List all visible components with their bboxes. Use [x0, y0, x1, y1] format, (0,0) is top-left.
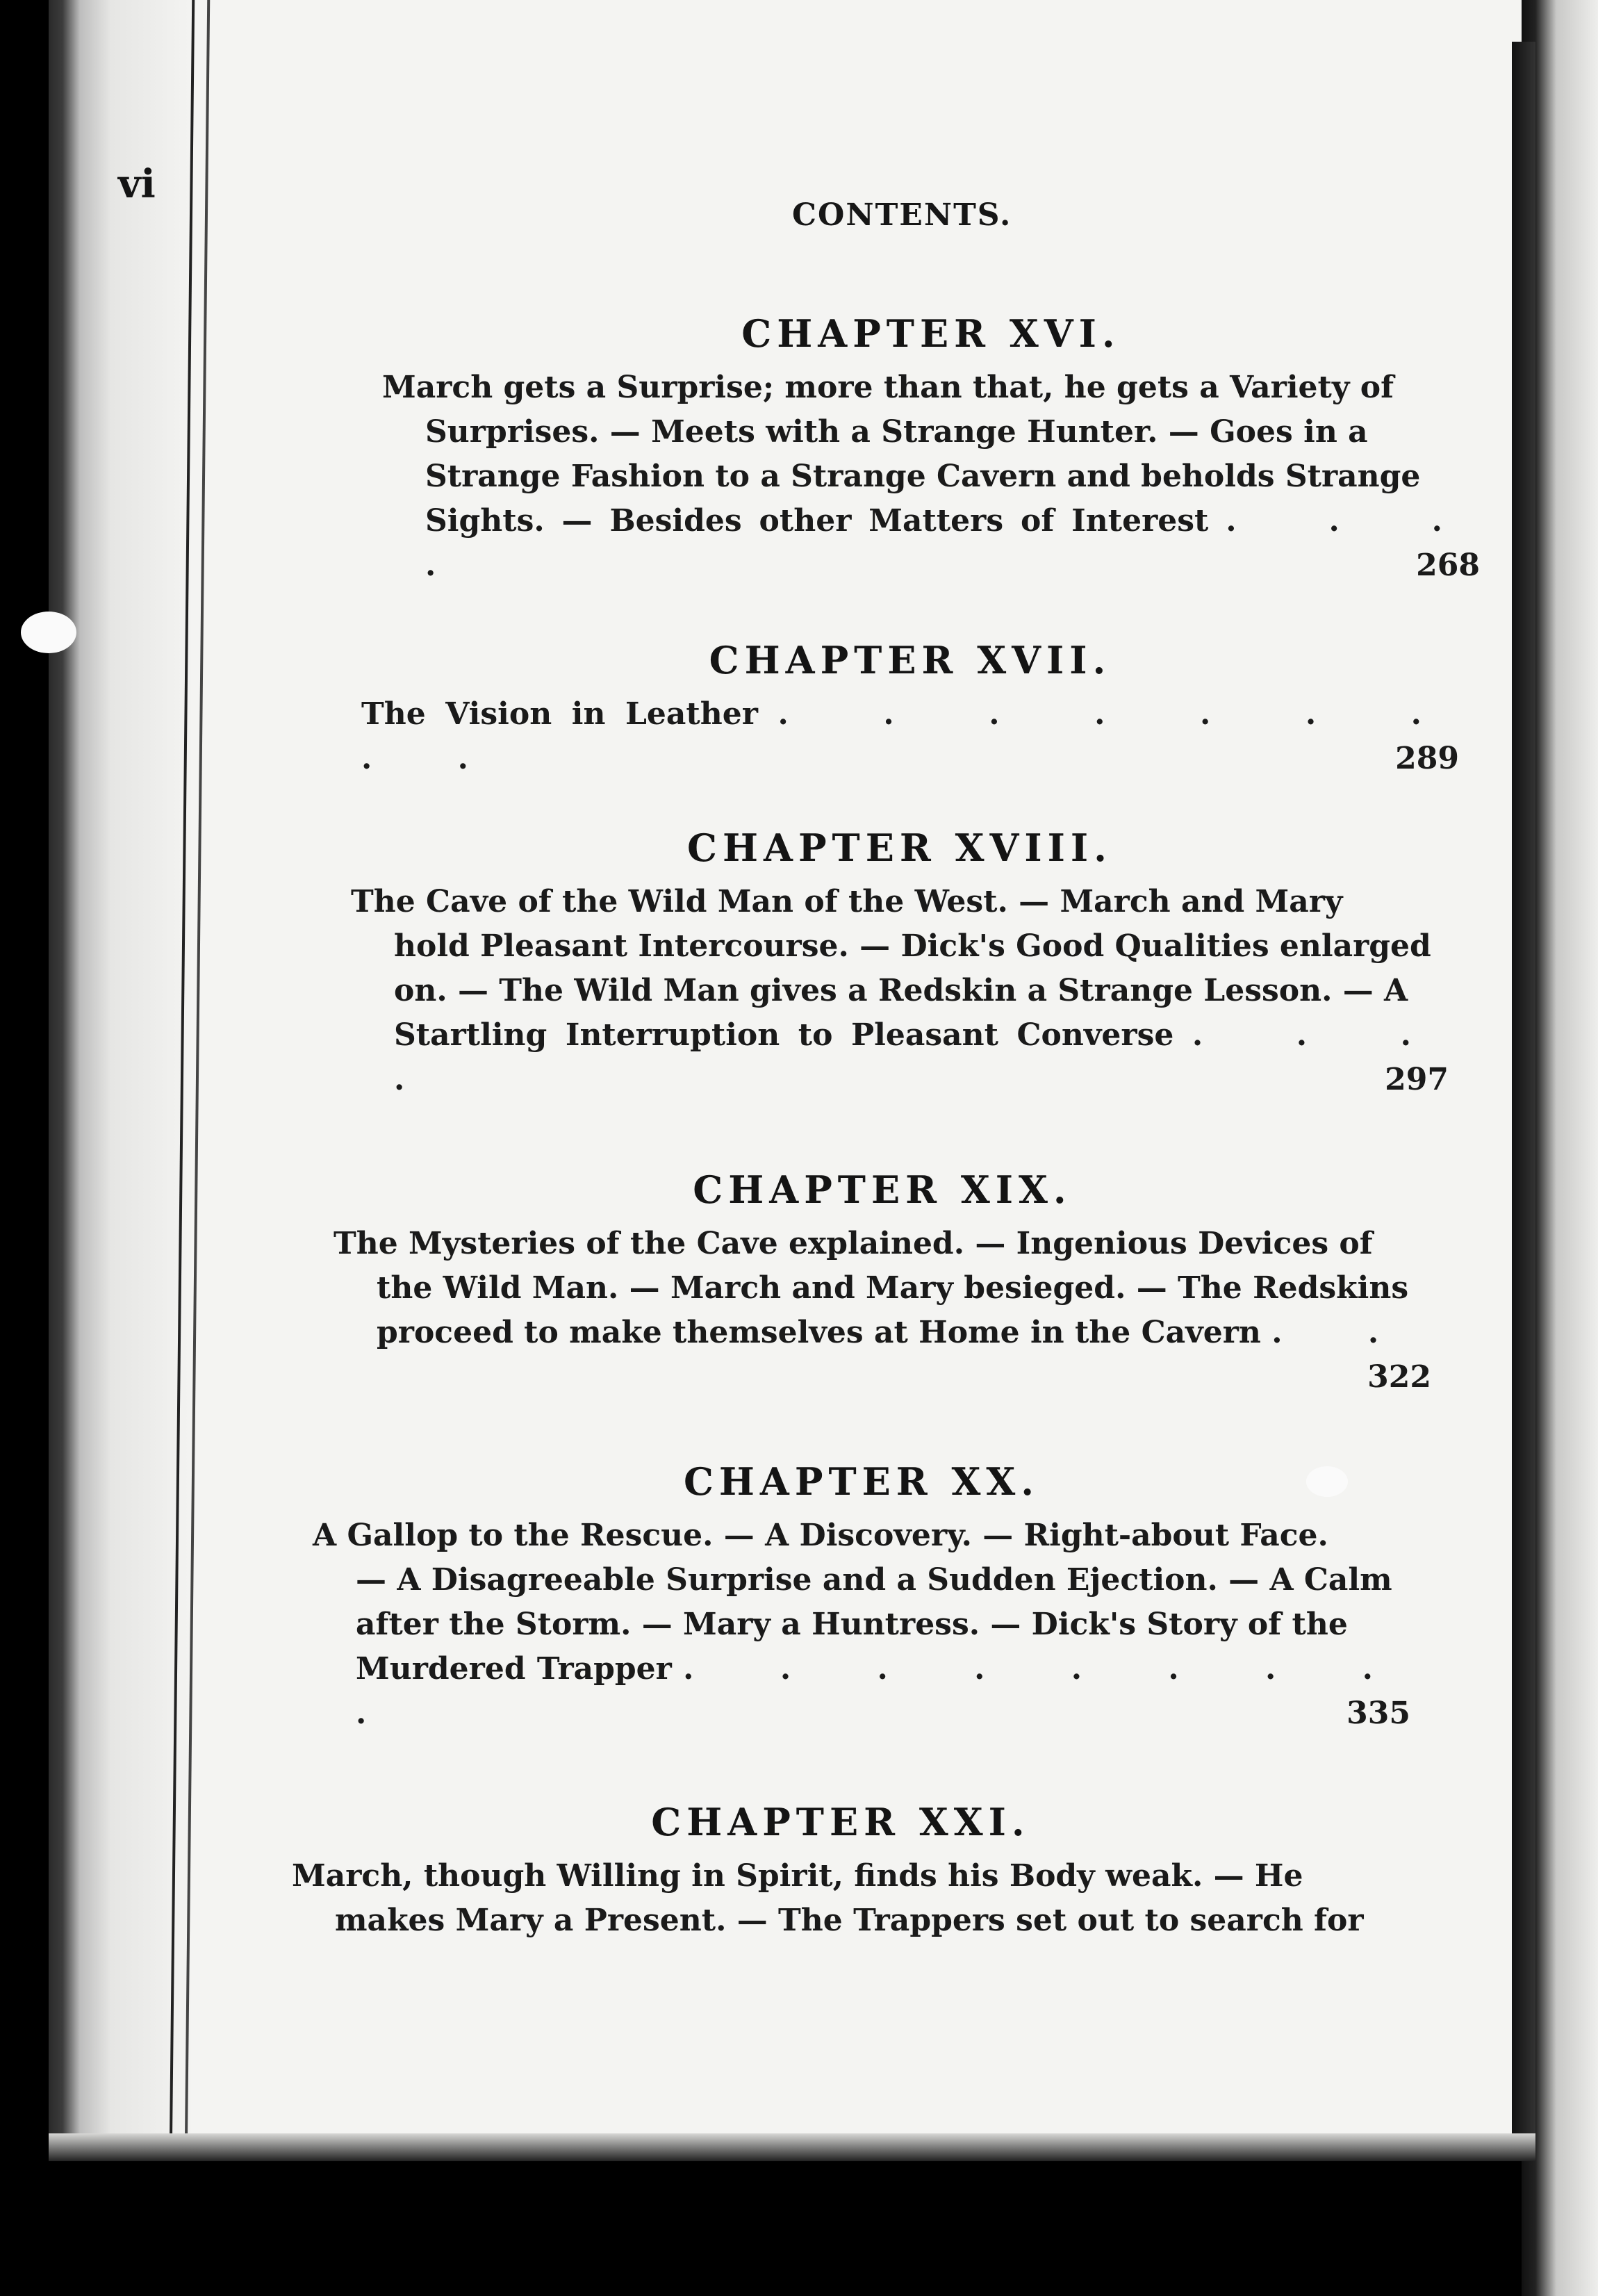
summary-line: proceed to make themselves at Home in the Cavern: [377, 1315, 1261, 1350]
summary-line: on. — The Wild Man gives a Redskin a Strange Lesson. — A: [394, 973, 1408, 1008]
page-bottom-shadow: [49, 2133, 1535, 2161]
chapter-heading: CHAPTER XXI.: [651, 1800, 1030, 1844]
dot-leader: . .: [1271, 1315, 1417, 1350]
toc-entry-chapter-20: [313, 1459, 1410, 1736]
chapter-summary: [333, 1222, 1431, 1395]
spine-edge-line: [170, 0, 195, 2154]
summary-line: A Gallop to the Rescue. — A Discovery. — Right-about Face.: [313, 1518, 1328, 1553]
summary-line-last: [361, 696, 1459, 776]
page-folio: vi: [118, 161, 156, 207]
summary-line: after the Storm. — Mary a Huntress. — Dick's Story of the: [356, 1607, 1348, 1642]
summary-line: hold Pleasant Intercourse. — Dick's Good Qualities enlarged: [394, 928, 1431, 964]
page-number: 297: [1385, 1062, 1449, 1097]
summary-line: the Wild Man. — March and Mary besieged. — The Redskins: [377, 1270, 1409, 1306]
page-number: 335: [1346, 1696, 1410, 1731]
toc-entry-chapter-16: [382, 311, 1480, 588]
summary-line: The Vision in Leather: [361, 696, 758, 732]
dot-leader: . . . .: [394, 1017, 1449, 1097]
dot-leader: . . . . . . . . .: [356, 1651, 1410, 1731]
summary-line-last: [382, 499, 1480, 588]
summary-line: Sights. — Besides other Matters of Interest: [425, 503, 1209, 539]
chapter-heading: CHAPTER XVIII.: [687, 826, 1112, 870]
toc-entry-chapter-21: [292, 1800, 1390, 1943]
chapter-heading: CHAPTER XX.: [683, 1459, 1040, 1504]
binding-strip: [1512, 42, 1535, 2161]
summary-line: The Mysteries of the Cave explained. — Ingenious Devices of: [333, 1226, 1373, 1261]
summary-line-last: [313, 1647, 1410, 1736]
summary-line: Murdered Trapper: [356, 1651, 672, 1687]
summary-line: The Cave of the Wild Man of the West. — March and Mary: [351, 884, 1343, 919]
summary-line: March gets a Surprise; more than that, he gets a Variety of: [382, 370, 1394, 405]
page-number: 289: [1395, 741, 1459, 776]
summary-line: Strange Fashion to a Strange Cavern and beholds Strange: [425, 459, 1421, 494]
book-spine-shadow: [49, 0, 195, 2154]
paper-speck: [21, 612, 76, 653]
chapter-summary: [361, 692, 1459, 781]
page-number: 322: [1367, 1359, 1431, 1395]
chapter-summary: [351, 880, 1449, 1102]
toc-entry-chapter-18: [351, 826, 1449, 1102]
toc-entry-chapter-17: [361, 638, 1459, 781]
chapter-heading: CHAPTER XVI.: [741, 311, 1121, 356]
chapter-summary: [382, 366, 1480, 588]
chapter-heading: CHAPTER XVII.: [709, 638, 1112, 682]
summary-line: March, though Willing in Spirit, finds his Body weak. — He: [292, 1858, 1303, 1894]
summary-line: makes Mary a Present. — The Trappers set out to search for: [335, 1903, 1364, 1938]
chapter-summary: [313, 1514, 1410, 1736]
chapter-summary: [292, 1854, 1390, 1943]
dot-leader: . . . . . . . . .: [361, 696, 1460, 776]
summary-line: Surprises. — Meets with a Strange Hunter. — Goes in a: [425, 414, 1368, 450]
summary-line-last: [351, 1013, 1449, 1102]
dot-leader: . . . .: [425, 503, 1481, 583]
chapter-heading: CHAPTER XIX.: [693, 1167, 1072, 1212]
running-head: CONTENTS.: [792, 197, 1012, 233]
summary-line: — A Disagreeable Surprise and a Sudden Ejection. — A Calm: [356, 1562, 1392, 1598]
summary-line: Startling Interruption to Pleasant Converse: [394, 1017, 1174, 1053]
page-number: 268: [1416, 548, 1480, 583]
summary-line-last: [333, 1311, 1431, 1395]
toc-entry-chapter-19: [333, 1167, 1431, 1400]
